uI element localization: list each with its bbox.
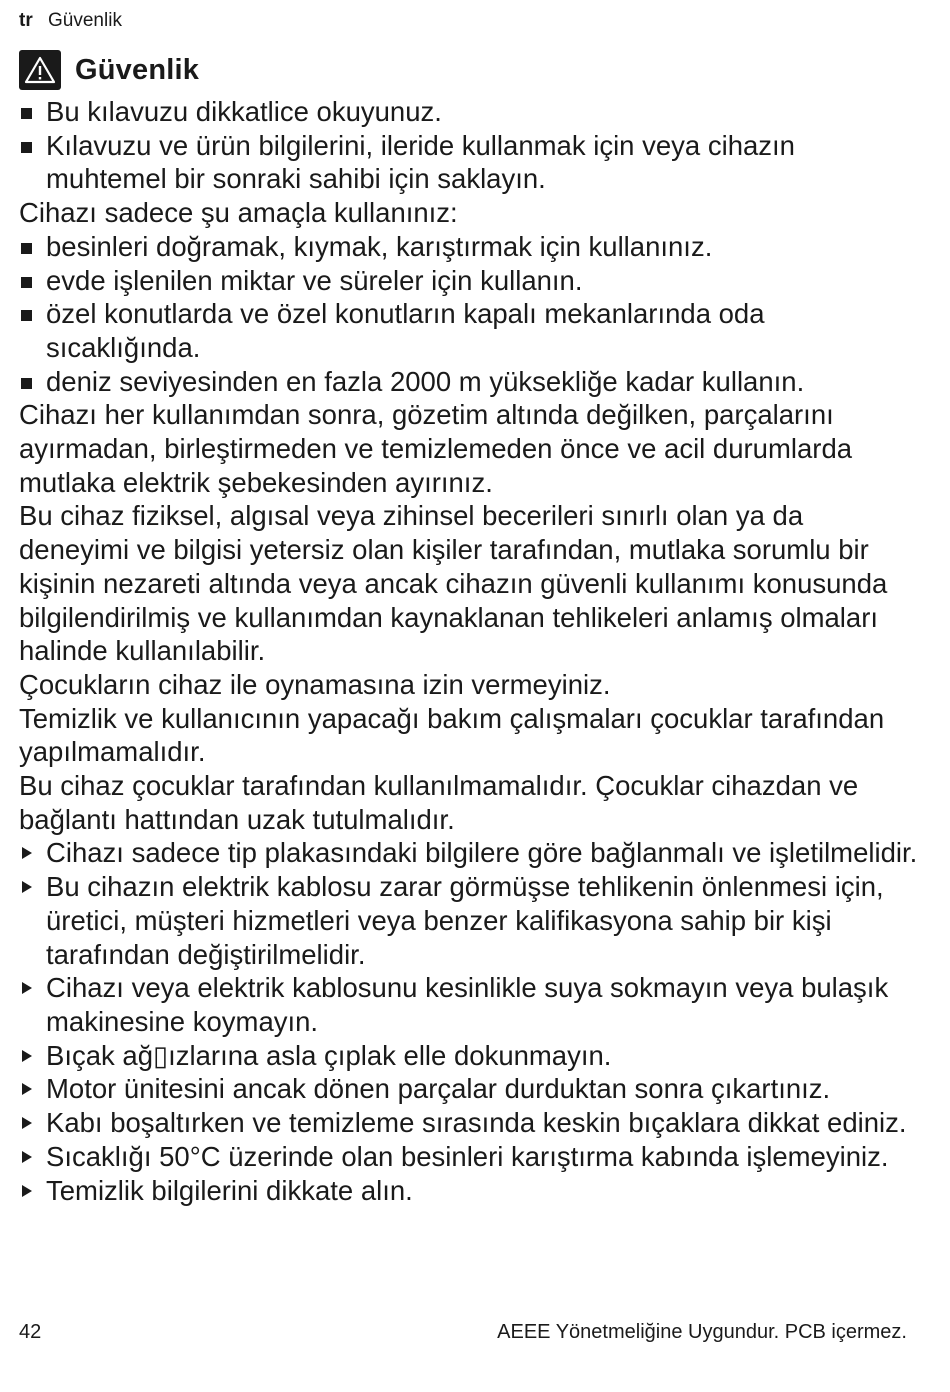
safety-instructions	[19, 95, 919, 1207]
list-item: özel konutlarda ve özel konutların kapalı mekanlarında oda sıcaklığında.	[19, 297, 919, 364]
list-item: evde işlenilen miktar ve süreler için kullanın.	[19, 264, 919, 298]
instruction-item: Cihazı sadece tip plakasındaki bilgilere göre bağlanmalı ve işletilmelidir.	[19, 836, 919, 870]
paragraph: Cihazı her kullanımdan sonra, gözetim altında değilken, parçalarını ayırmadan, birleştirmeden ve temizlemeden önce ve acil durumlarda mutlaka elektrik şebekesinden ayırınız.	[19, 399, 853, 498]
language-code: tr	[19, 10, 33, 31]
instruction-item: Temizlik bilgilerini dikkate alın.	[19, 1174, 919, 1208]
paragraph: Temizlik ve kullanıcının yapacağı bakım çalışmaları çocuklar tarafından yapılmamalıdır.	[19, 702, 885, 768]
running-header	[19, 10, 122, 32]
instruction-item: Kabı boşaltırken ve temizleme sırasında keskin bıçaklara dikkat ediniz.	[19, 1106, 919, 1140]
warning-icon	[19, 50, 61, 90]
page-title: Güvenlik	[75, 53, 200, 86]
instruction-item: Sıcaklığı 50°C üzerinde olan besinleri karıştırma kabında işlemeyiniz.	[19, 1140, 919, 1174]
paragraph: Bu cihaz çocuklar tarafından kullanılmamalıdır. Çocuklar cihazdan ve bağlantı hattından uzak tutulmalıdır.	[19, 770, 859, 835]
section-heading	[19, 50, 199, 90]
instruction-item: Cihazı veya elektrik kablosunu kesinlikle suya sokmayın veya bulaşık makinesine koymayın.	[19, 971, 919, 1038]
instruction-item: Bıçak ağ▯ızlarına asla çıplak elle dokunmayın.	[19, 1039, 919, 1073]
instruction-item: Motor ünitesini ancak dönen parçalar durduktan sonra çıkartınız.	[19, 1072, 919, 1106]
header-section-title: Güvenlik	[48, 10, 122, 31]
paragraph: Çocukların cihaz ile oynamasına izin vermeyiniz.	[19, 668, 611, 700]
list-item: Kılavuzu ve ürün bilgilerini, ileride kullanmak için veya cihazın muhtemel bir sonraki sahibi için saklayın.	[19, 129, 919, 196]
list-item: besinleri doğramak, kıymak, karıştırmak için kullanınız.	[19, 230, 919, 264]
list-item: Bu kılavuzu dikkatlice okuyunuz.	[19, 95, 919, 129]
paragraph: Cihazı sadece şu amaçla kullanınız:	[19, 197, 458, 229]
instruction-item: Bu cihazın elektrik kablosu zarar görmüşse tehlikenin önlenmesi için, üretici, müşteri hizmetleri veya benzer kalifikasyona sahip bir kişi tarafından değiştirilmelidir.	[19, 870, 919, 971]
paragraph: Bu cihaz fiziksel, algısal veya zihinsel becerileri sınırlı olan ya da deneyimi ve bilgisi yetersiz olan kişiler tarafından, mutlaka sorumlu bir kişinin nezareti altında veya ancak cihazın güvenli kullanımı konusunda bilgilendirilmiş ve kullanımdan kaynaklanan tehlikeleri anlamış olmaları halinde kullanılabilir.	[19, 500, 888, 667]
list-item: deniz seviyesinden en fazla 2000 m yüksekliğe kadar kullanın.	[19, 365, 919, 399]
footer-note: AEEE Yönetmeliğine Uygundur. PCB içermez.	[497, 1321, 907, 1343]
page-number: 42	[19, 1321, 42, 1343]
